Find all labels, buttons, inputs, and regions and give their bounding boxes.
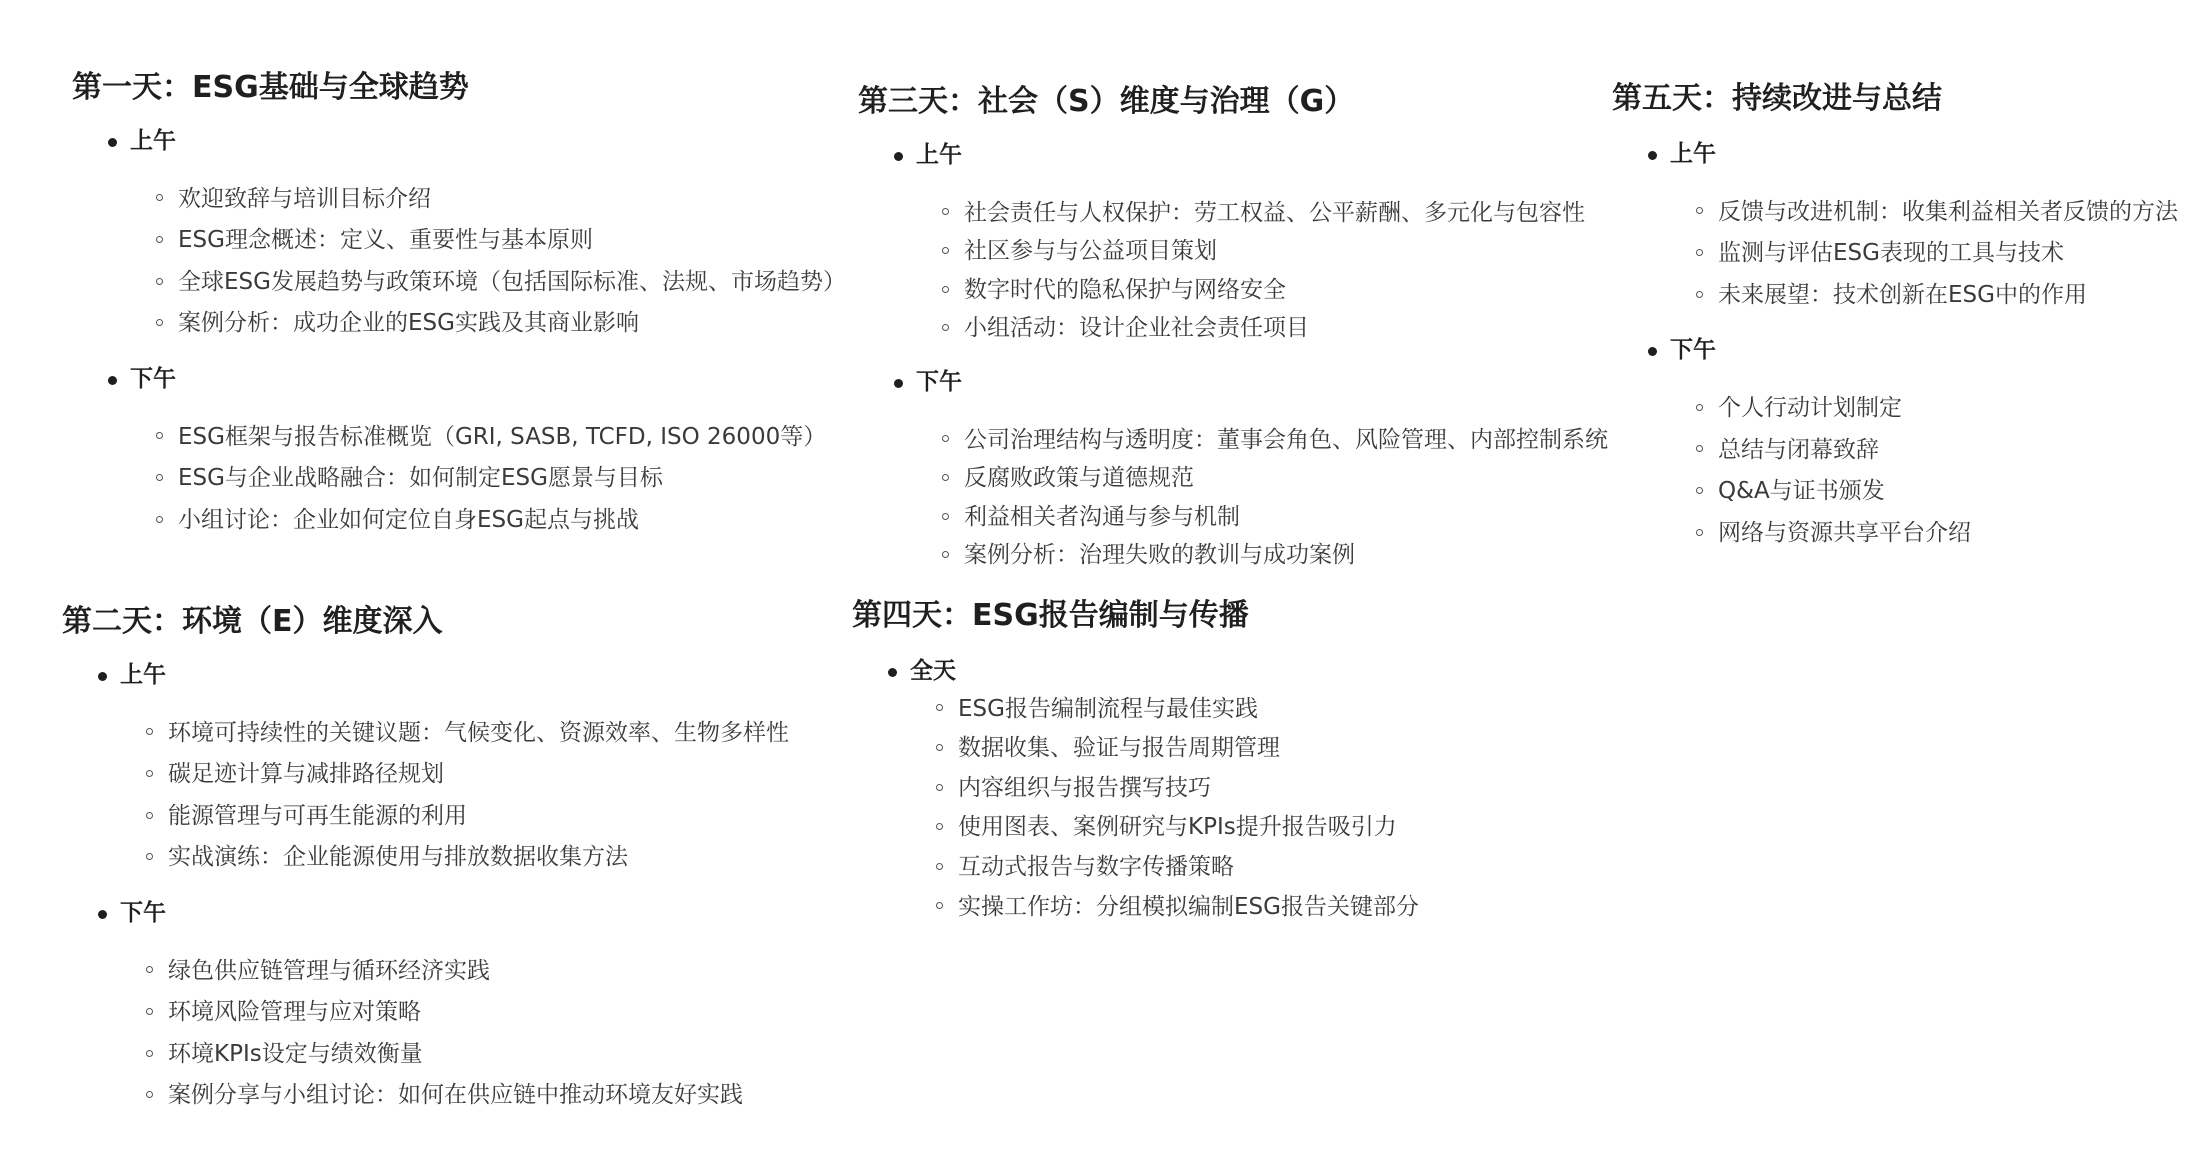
list-item: 绿色供应链管理与循环经济实践: [168, 958, 789, 986]
list-item: 个人行动计划制定: [1718, 395, 2178, 423]
list-item: ESG与企业战略融合：如何制定ESG愿景与目标: [178, 465, 846, 493]
day-title: 第一天：ESG基础与全球趋势: [72, 70, 469, 105]
list-item: 能源管理与可再生能源的利用: [168, 803, 789, 831]
day-title: 第四天：ESG报告编制与传播: [852, 598, 1249, 633]
session-morning: [72, 128, 846, 338]
day-5-section: [1612, 81, 2178, 561]
list-item: 小组活动：设计企业社会责任项目: [964, 315, 1608, 343]
session-label: 下午: [1670, 337, 2178, 365]
session-afternoon: [72, 366, 846, 534]
list-item: 反腐败政策与道德规范: [964, 465, 1608, 493]
list-item: 未来展望：技术创新在ESG中的作用: [1718, 282, 2178, 310]
session-morning: [62, 662, 789, 872]
list-item: 公司治理结构与透明度：董事会角色、风险管理、内部控制系统: [964, 426, 1608, 453]
list-item: 社会责任与人权保护：劳工权益、公平薪酬、多元化与包容性: [964, 200, 1608, 228]
list-item: 环境KPIs设定与绩效衡量: [168, 1041, 789, 1069]
session-label: 上午: [130, 128, 846, 156]
list-item: 小组讨论：企业如何定位自身ESG起点与挑战: [178, 507, 846, 535]
list-item: 网络与资源共享平台介绍: [1718, 520, 2178, 548]
list-item: ESG框架与报告标准概览（GRI, SASB, TCFD, ISO 26000等）: [178, 424, 846, 452]
session-item-list: [1670, 395, 2178, 547]
list-item: 内容组织与报告撰写技巧: [958, 775, 1419, 803]
list-item: 数据收集、验证与报告周期管理: [958, 735, 1419, 763]
session-item-list: [120, 958, 789, 1110]
day-title: 第五天：持续改进与总结: [1612, 81, 1942, 116]
list-item: 互动式报告与数字传播策略: [958, 854, 1419, 882]
list-item: 实战演练：企业能源使用与排放数据收集方法: [168, 844, 789, 872]
session-afternoon: [1612, 337, 2178, 547]
day-title: 第二天：环境（E）维度深入: [62, 604, 443, 639]
session-morning: [1612, 141, 2178, 309]
list-item: 利益相关者沟通与参与机制: [964, 504, 1608, 532]
list-item: 反馈与改进机制：收集利益相关者反馈的方法: [1718, 198, 2178, 225]
session-item-list: [910, 696, 1419, 922]
list-item: 环境风险管理与应对策略: [168, 999, 789, 1027]
session-item-list: [130, 424, 846, 535]
list-item: 监测与评估ESG表现的工具与技术: [1718, 240, 2178, 268]
session-item-list: [916, 200, 1608, 343]
day-title: 第三天：社会（S）维度与治理（G）: [858, 84, 1355, 119]
list-item: 全球ESG发展趋势与政策环境（包括国际标准、法规、市场趋势）: [178, 268, 846, 295]
day-4-section: [852, 598, 1419, 933]
session-afternoon: [62, 900, 789, 1110]
session-label: 下午: [130, 366, 846, 394]
list-item: 使用图表、案例研究与KPIs提升报告吸引力: [958, 814, 1419, 842]
day-3-section: [858, 84, 1608, 581]
list-item: 社区参与与公益项目策划: [964, 238, 1608, 266]
session-morning: [858, 142, 1608, 343]
list-item: 实操工作坊：分组模拟编制ESG报告关键部分: [958, 893, 1419, 920]
list-item: 欢迎致辞与培训目标介绍: [178, 186, 846, 214]
list-item: 案例分享与小组讨论：如何在供应链中推动环境友好实践: [168, 1082, 789, 1110]
session-label: 下午: [120, 900, 789, 928]
session-label: 全天: [910, 658, 1419, 686]
list-item: 案例分析：治理失败的教训与成功案例: [964, 542, 1608, 570]
session-afternoon: [858, 369, 1608, 570]
day-2-section: [62, 604, 789, 1124]
list-item: 案例分析：成功企业的ESG实践及其商业影响: [178, 310, 846, 338]
list-item: 碳足迹计算与减排路径规划: [168, 761, 789, 789]
day-1-section: [72, 70, 846, 548]
session-item-list: [1670, 199, 2178, 310]
list-item: ESG理念概述：定义、重要性与基本原则: [178, 227, 846, 255]
session-label: 上午: [120, 662, 789, 690]
list-item: Q&A与证书颁发: [1718, 478, 2178, 506]
list-item: 总结与闭幕致辞: [1718, 437, 2178, 465]
session-all-day: [852, 658, 1419, 921]
list-item: ESG报告编制流程与最佳实践: [958, 696, 1419, 724]
session-label: 下午: [916, 369, 1608, 397]
session-label: 上午: [916, 142, 1608, 170]
list-item: 数字时代的隐私保护与网络安全: [964, 277, 1608, 305]
list-item: 环境可持续性的关键议题：气候变化、资源效率、生物多样性: [168, 719, 789, 746]
session-item-list: [130, 186, 846, 338]
session-item-list: [916, 427, 1608, 570]
session-label: 上午: [1670, 141, 2178, 169]
session-item-list: [120, 720, 789, 872]
